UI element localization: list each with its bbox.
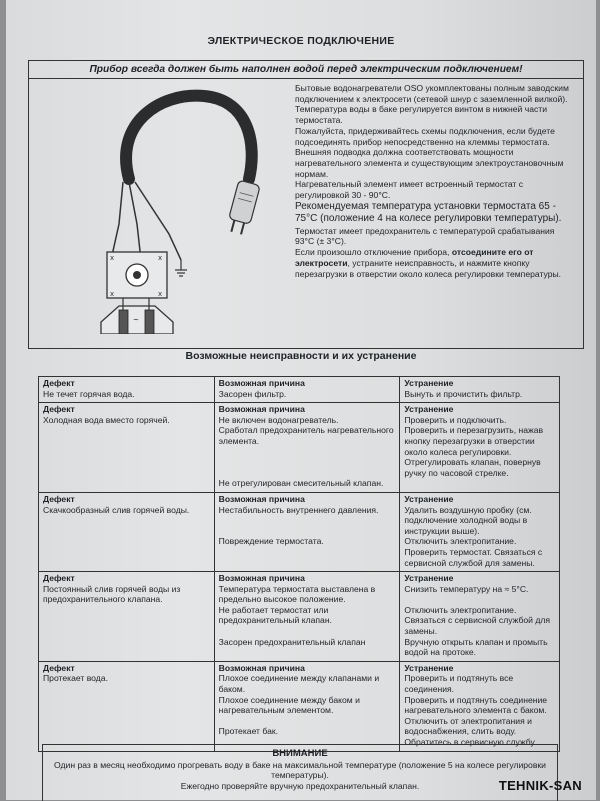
connection-section [28,78,584,349]
fix-cell: Устранение Снизить температуру на ≈ 5°С. Отключить электропитание. Связаться с сервисной службой для замены. Вручную открыть клапан и промыть водой на протоке. [400,572,560,662]
fix-cell: Устранение Проверить и подключить. Проверить и перезагрузить, нажав кнопку перезагрузки в отверстии около колеса регулировки. Отрегулировать клапан, повернув ручку по часовой стрелке. [400,403,560,493]
table-row [39,661,560,751]
wiring-diagram-illustration [89,84,279,334]
table-row [39,572,560,662]
table-row [39,492,560,571]
troubleshooting-table [38,376,560,752]
defect-cell: Дефект Скачкообразный слив горячей воды. [39,492,215,571]
fix-cell: Устранение Проверить и подтянуть все соединения. Проверить и подтянуть соединение нагревательного элемента с баком. Отключить от электропитания и водоснабжения, слить воду. Обратитесь в сервисную службу. [400,661,560,751]
paragraph-factory-connection: Бытовые водонагреватели OSO укомплектованы полным заводским подключением к электросети (сетевой шнур с заземленной вилкой). [295,83,569,104]
svg-text:x: x [110,290,115,298]
fix-cell: Устранение Удалить воздушную пробку (см. подключение холодной воды в инструкции выше). Отключить электропитание. Проверить термостат. Связаться с сервисной службой для замены. [400,492,560,571]
attention-yearly: Ежегодно проверяйте вручную предохранительный клапан. [180,780,420,791]
table-row [39,403,560,493]
paragraph-recommended-temperature: Рекомендуемая температура установки термостата 65 - 75°С (положение 4 на колесе регулировки температуры). [295,200,562,225]
svg-text:x: x [110,254,115,262]
paragraph-temperature-screw: Температура воды в баке регулируется винтом в нижней части термостата. [295,104,548,126]
disconnect-emphasis: отсоедините его от электросети [295,247,534,268]
paragraph-thermostat-fuse: Термостат имеет предохранитель с температурой срабатывания 93°С (± 3°С). [295,225,555,247]
cause-cell: Возможная причина Плохое соединение между клапанами и баком. Плохое соединение между баком и нагревательным элементом. Протекает бак. [214,661,400,751]
document-page [6,0,596,800]
paragraph-wiring-scheme: Пожалуйста, придерживайтесь схемы подключения, если будете подсоединять прибор непосредственно на клеммы термостата. [295,125,555,147]
cause-cell: Возможная причина Температура термостата выставлена в предельно высокое положение. Не работает термостат или предохранительный клапан. Засорен предохранительный клапан [214,572,400,662]
watermark: TEHNIK-SAN [498,778,582,793]
page-title: ЭЛЕКТРИЧЕСКОЕ ПОДКЛЮЧЕНИЕ [207,35,395,47]
attention-monthly: Один раз в месяц необходимо прогревать воду в баке на максимальной температуре (положение 5 на колесе регулировки температуры). [54,759,546,780]
svg-text:x: x [158,254,163,262]
warning-banner: Прибор всегда должен быть наполнен водой перед электрическим подключением! [28,60,584,79]
defect-cell: Дефект Протекает вода. [39,661,215,751]
attention-title: ВНИМАНИЕ [272,748,328,759]
svg-text:~: ~ [133,316,139,324]
cause-cell: Возможная причина Нестабильность внутреннего давления. Повреждение термостата. [214,492,400,571]
fix-cell: Устранение Вынуть и прочистить фильтр. [400,377,560,403]
svg-text:x: x [158,290,163,298]
cause-cell: Возможная причина Засорен фильтр. [214,377,400,403]
cause-cell: Возможная причина Не включен водонагреватель. Сработал предохранитель нагревательного элемента. Не отрегулирован смесительный клапан. [214,403,400,493]
connection-instructions [295,83,575,279]
defect-cell: Дефект Постоянный слив горячей воды из предохранительного клапана. [39,572,215,662]
defect-cell: Дефект Не течет горячая вода. [39,377,215,403]
attention-box [42,744,558,801]
paragraph-heating-element: Нагревательный элемент имеет встроенный термостат с регулировкой 30 - 90°С. [295,179,524,201]
paragraph-shutdown: Если произошло отключение прибора, отсоедините его от электросети, устраните неисправность, и нажмите кнопку перезагрузки в отверстии около колеса регулировки температуры. [295,247,562,279]
paragraph-external-wiring: Внешняя подводка должна соответствовать мощности нагревательного элемента и существующим электроустановочным нормам. [295,147,564,179]
table-row [39,377,560,403]
defect-cell: Дефект Холодная вода вместо горячей. [39,403,215,493]
troubleshooting-title: Возможные неисправности и их устранение [185,350,417,362]
